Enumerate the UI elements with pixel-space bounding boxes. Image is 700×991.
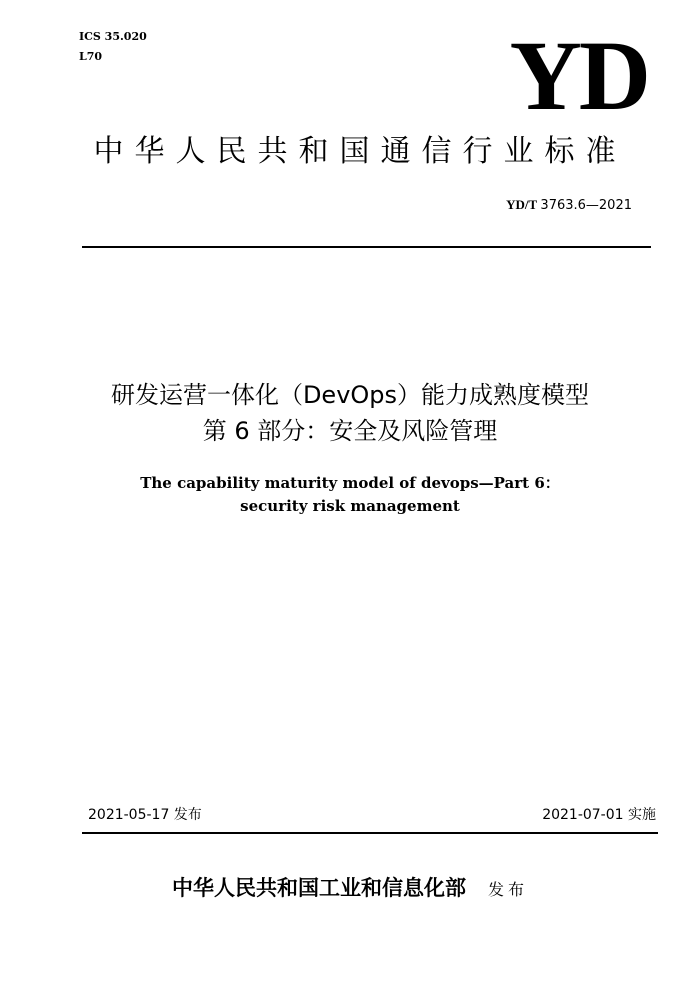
issue-date: 2021-05-17 发布 xyxy=(88,807,202,823)
document-title-en-line1: The capability maturity model of devops—Part 6： xyxy=(140,474,560,492)
ccs-code: L70 xyxy=(79,50,103,63)
ics-code: ICS 35.020 xyxy=(79,30,147,43)
standard-category-title: 中华人民共和国通信行业标准 xyxy=(93,134,627,169)
standard-number-prefix: YD/T xyxy=(506,197,538,212)
document-title-en-line2: security risk management xyxy=(240,497,460,515)
top-divider xyxy=(82,246,651,248)
bottom-divider xyxy=(82,832,658,834)
standard-logo: YD xyxy=(509,20,648,131)
standard-number xyxy=(440,197,632,214)
implementation-date: 2021-07-01 实施 xyxy=(542,807,656,823)
document-title-cn-line2: 第 6 部分：安全及风险管理 xyxy=(202,417,498,445)
issuer-name: 中华人民共和国工业和信息化部 xyxy=(171,875,466,900)
issuing-authority xyxy=(0,874,700,904)
document-title-cn-line1: 研发运营一体化（DevOps）能力成熟度模型 xyxy=(110,381,590,409)
standard-number-value: 3763.6—2021 xyxy=(540,198,632,213)
issuer-action: 发布 xyxy=(487,880,528,899)
